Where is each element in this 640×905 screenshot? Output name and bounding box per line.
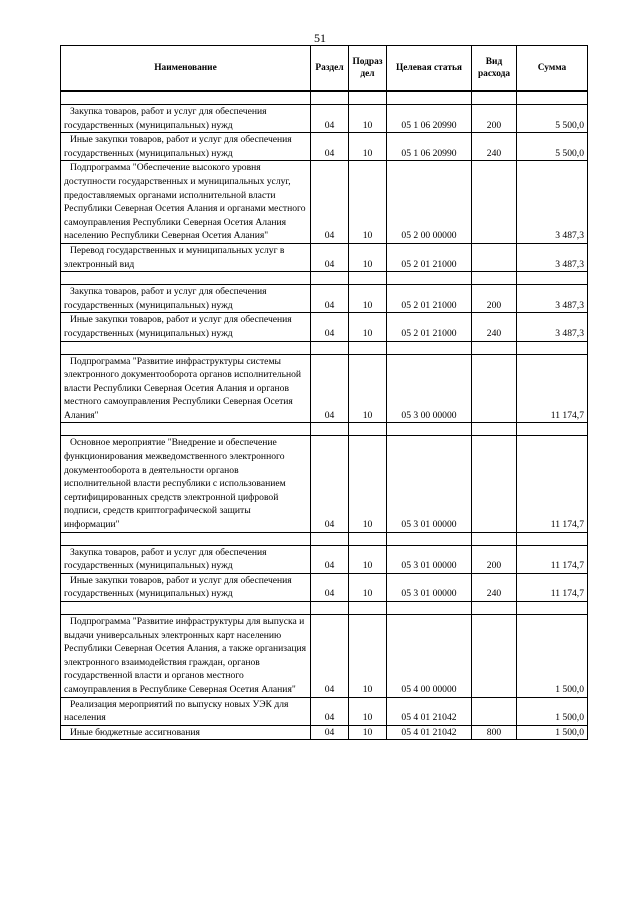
row-amount: 11 174,7 [517, 354, 588, 423]
row-name: Иные закупки товаров, работ и услуг для обеспечения государственных (муниципальных) нужд [61, 313, 311, 341]
row-target: 05 4 01 21042 [387, 725, 472, 740]
row-target: 05 3 01 00000 [387, 436, 472, 532]
row-subsection: 10 [349, 133, 387, 161]
table-row [61, 545, 588, 573]
row-amount: 5 500,0 [517, 105, 588, 133]
table-row [61, 313, 588, 341]
row-expense-type [472, 697, 517, 725]
row-amount: 3 487,3 [517, 313, 588, 341]
table-row [61, 573, 588, 601]
row-subsection: 10 [349, 436, 387, 532]
header-target: Целевая статья [387, 46, 472, 92]
page-number: 51 [314, 31, 326, 45]
row-subsection: 10 [349, 725, 387, 740]
row-subsection: 10 [349, 313, 387, 341]
row-target: 05 3 01 00000 [387, 545, 472, 573]
row-subsection: 10 [349, 354, 387, 423]
row-section: 04 [311, 573, 349, 601]
row-expense-type: 240 [472, 133, 517, 161]
row-target: 05 3 00 00000 [387, 354, 472, 423]
table-row [61, 243, 588, 271]
row-amount: 1 500,0 [517, 697, 588, 725]
row-target: 05 2 00 00000 [387, 161, 472, 244]
row-name: Закупка товаров, работ и услуг для обеспечения государственных (муниципальных) нужд [61, 545, 311, 573]
row-expense-type: 240 [472, 573, 517, 601]
header-section: Раздел [311, 46, 349, 92]
spacer-row [61, 532, 588, 545]
row-section: 04 [311, 133, 349, 161]
row-section: 04 [311, 243, 349, 271]
row-target: 05 1 06 20990 [387, 133, 472, 161]
row-target: 05 4 01 21042 [387, 697, 472, 725]
table-row [61, 133, 588, 161]
row-amount: 3 487,3 [517, 161, 588, 244]
row-name: Подпрограмма "Развитие инфраструктуры для выпуска и выдачи универсальных электронных карт населению Республики Северная Осетия Алания, а также организация электронного взаимодействия граждан, органов государственной власти и органов местного самоуправления в Республике Северная Осетия Алания" [61, 615, 311, 698]
row-target: 05 3 01 00000 [387, 573, 472, 601]
row-name: Подпрограмма "Обеспечение высокого уровня доступности государственных и муниципальных услуг, предоставляемых органами исполнительной власти Республики Северная Осетия Алания и органами местного самоуправления Республики Северная Осетия Алания населению Республики Северная Осетия Алания" [61, 161, 311, 244]
table-header-row [61, 46, 588, 92]
row-amount: 11 174,7 [517, 573, 588, 601]
table-row [61, 436, 588, 532]
row-expense-type [472, 161, 517, 244]
row-subsection: 10 [349, 573, 387, 601]
row-section: 04 [311, 436, 349, 532]
row-amount: 11 174,7 [517, 545, 588, 573]
spacer-row [61, 91, 588, 105]
row-subsection: 10 [349, 105, 387, 133]
table-row [61, 105, 588, 133]
row-expense-type [472, 615, 517, 698]
row-section: 04 [311, 725, 349, 740]
row-section: 04 [311, 313, 349, 341]
header-amount: Сумма [517, 46, 588, 92]
row-target: 05 2 01 21000 [387, 285, 472, 313]
spacer-row [61, 602, 588, 615]
row-section: 04 [311, 161, 349, 244]
header-name: Наименование [61, 46, 311, 92]
table-row [61, 285, 588, 313]
table-row [61, 697, 588, 725]
header-expense-type: Вид расхода [472, 46, 517, 92]
row-subsection: 10 [349, 615, 387, 698]
row-section: 04 [311, 285, 349, 313]
row-amount: 1 500,0 [517, 615, 588, 698]
header-subsection: Подраз дел [349, 46, 387, 92]
row-section: 04 [311, 697, 349, 725]
row-section: 04 [311, 105, 349, 133]
row-expense-type [472, 436, 517, 532]
row-expense-type: 200 [472, 285, 517, 313]
row-name: Перевод государственных и муниципальных услуг в электронный вид [61, 243, 311, 271]
row-expense-type: 200 [472, 545, 517, 573]
spacer-row [61, 341, 588, 354]
row-amount: 5 500,0 [517, 133, 588, 161]
row-expense-type [472, 354, 517, 423]
row-subsection: 10 [349, 243, 387, 271]
budget-table [60, 45, 588, 740]
row-expense-type: 200 [472, 105, 517, 133]
row-subsection: 10 [349, 545, 387, 573]
row-section: 04 [311, 545, 349, 573]
row-subsection: 10 [349, 161, 387, 244]
row-name: Закупка товаров, работ и услуг для обеспечения государственных (муниципальных) нужд [61, 285, 311, 313]
table-row [61, 161, 588, 244]
row-amount: 3 487,3 [517, 243, 588, 271]
row-amount: 11 174,7 [517, 436, 588, 532]
row-name: Закупка товаров, работ и услуг для обеспечения государственных (муниципальных) нужд [61, 105, 311, 133]
row-name: Иные закупки товаров, работ и услуг для обеспечения государственных (муниципальных) нужд [61, 573, 311, 601]
table-row [61, 725, 588, 740]
spacer-row [61, 423, 588, 436]
table-row [61, 615, 588, 698]
row-expense-type [472, 243, 517, 271]
row-name: Иные бюджетные ассигнования [61, 725, 311, 740]
table-row [61, 354, 588, 423]
row-section: 04 [311, 615, 349, 698]
row-name: Иные закупки товаров, работ и услуг для обеспечения государственных (муниципальных) нужд [61, 133, 311, 161]
row-expense-type: 240 [472, 313, 517, 341]
row-target: 05 2 01 21000 [387, 313, 472, 341]
row-amount: 3 487,3 [517, 285, 588, 313]
row-section: 04 [311, 354, 349, 423]
row-amount: 1 500,0 [517, 725, 588, 740]
row-name: Подпрограмма "Развитие инфраструктуры системы электронного документооборота органов исполнительной власти Республики Северная Осетия Алания и органов местного самоуправления Республики Северная Осетия Алания" [61, 354, 311, 423]
row-name: Реализация мероприятий по выпуску новых УЭК для населения [61, 697, 311, 725]
row-expense-type: 800 [472, 725, 517, 740]
row-target: 05 1 06 20990 [387, 105, 472, 133]
row-target: 05 4 00 00000 [387, 615, 472, 698]
row-subsection: 10 [349, 285, 387, 313]
row-subsection: 10 [349, 697, 387, 725]
spacer-row [61, 272, 588, 285]
row-target: 05 2 01 21000 [387, 243, 472, 271]
row-name: Основное мероприятие "Внедрение и обеспечение функционирования межведомственного электронного документооборота в деятельности органов исполнительной власти республики с использованием сертифицированных средств электронной цифровой подписи, средств криптографической защиты информации" [61, 436, 311, 532]
